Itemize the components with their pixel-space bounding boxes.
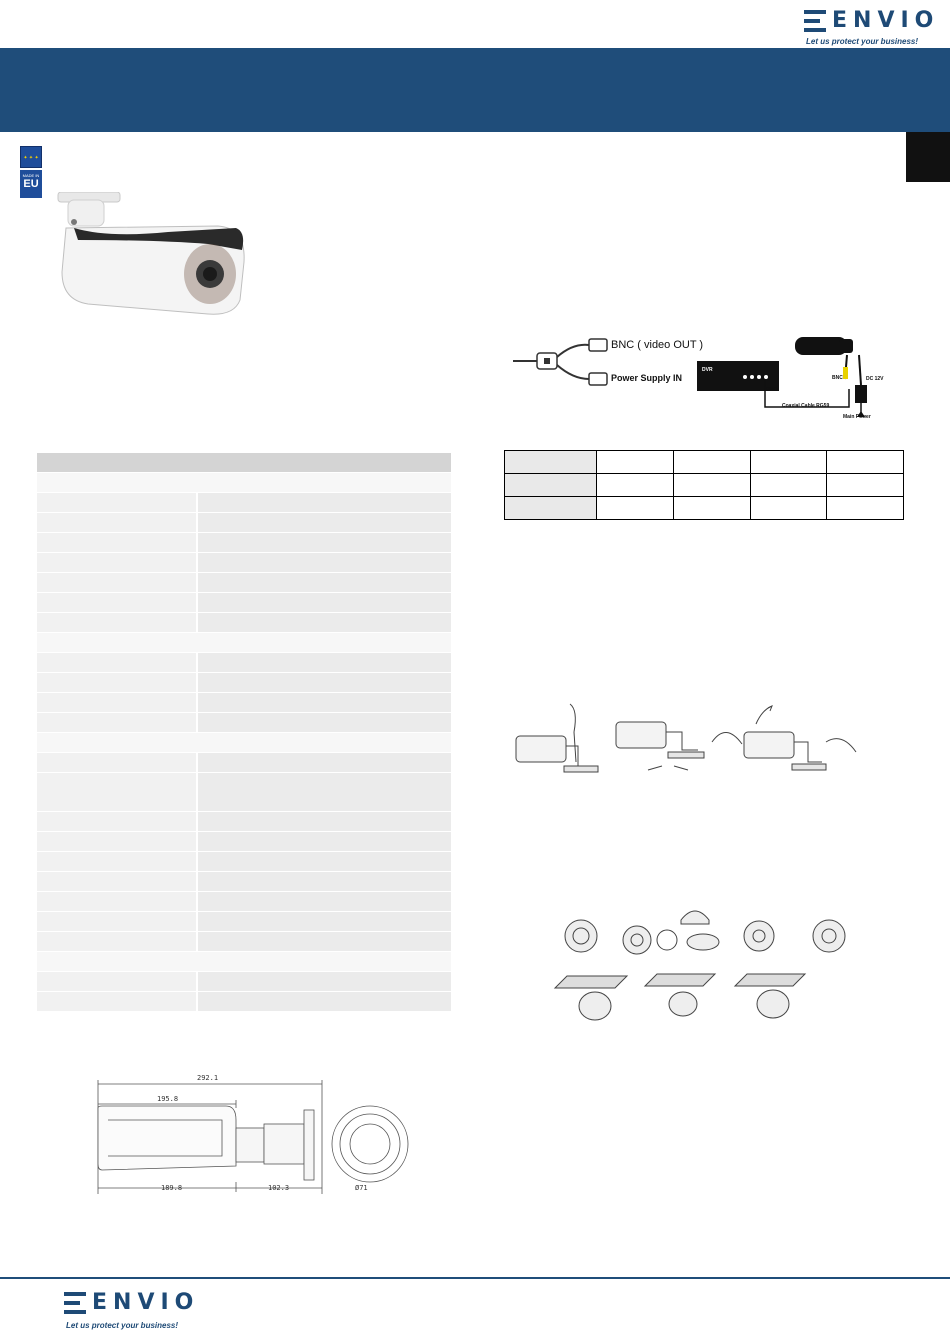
logo-wordmark: ENVIO <box>832 8 940 33</box>
spec-row <box>37 492 451 512</box>
spec-section-row <box>37 632 451 652</box>
made-in-eu-badge <box>20 146 42 198</box>
spec-row <box>37 971 451 991</box>
logo-mark-icon <box>804 10 826 32</box>
main-power-label: Main Power <box>843 414 871 420</box>
spec-section-row <box>37 472 451 492</box>
spec-section-row <box>37 732 451 752</box>
mounting-steps-illustration <box>545 902 865 1030</box>
spec-row <box>37 831 451 851</box>
eu-flag-icon: ✦ ✦ ✦ <box>20 146 42 168</box>
body-length-label: 195.8 <box>157 1095 179 1103</box>
spec-row <box>37 572 451 592</box>
spec-row <box>37 512 451 532</box>
grid-table-row <box>505 474 904 497</box>
spec-row <box>37 891 451 911</box>
dvr-label: DVR <box>702 367 713 373</box>
spec-row <box>37 811 451 831</box>
footer-logo-mark-icon <box>64 1292 86 1314</box>
power-supply-label: Power Supply IN <box>611 373 683 383</box>
spec-row <box>37 652 451 672</box>
overall-length-label: 292.1 <box>197 1074 219 1082</box>
dc-wire-label: DC 12V <box>866 376 884 382</box>
spec-row <box>37 672 451 692</box>
coaxial-cable-label: Coaxial Cable RG59 <box>782 403 830 409</box>
spec-section-row <box>37 951 451 971</box>
spec-table-header <box>37 453 451 472</box>
spec-row <box>37 752 451 772</box>
footer-logo-tagline: Let us protect your business! <box>66 1321 179 1330</box>
bnc-wire-label-2: BNC <box>766 387 777 393</box>
spec-row <box>37 911 451 931</box>
camera-product-image <box>48 192 248 322</box>
spec-row <box>37 931 451 951</box>
bracket-length-label: 102.3 <box>268 1184 290 1192</box>
grid-table-row <box>505 497 904 520</box>
header-banner <box>0 48 950 132</box>
footer-divider <box>0 1277 950 1279</box>
grid-table-row <box>505 451 904 474</box>
side-tab <box>906 132 950 182</box>
bnc-wire-label-1: BNC <box>832 375 843 381</box>
spec-row <box>37 851 451 871</box>
diameter-label: Ø71 <box>355 1184 368 1192</box>
bnc-label: BNC ( video OUT ) <box>611 339 704 351</box>
front-length-label: 189.8 <box>161 1184 183 1192</box>
spec-row <box>37 871 451 891</box>
spec-row <box>37 532 451 552</box>
dimension-drawing <box>94 1074 414 1196</box>
spec-row <box>37 712 451 732</box>
spec-row <box>37 991 451 1011</box>
logo-tagline: Let us protect your business! <box>806 37 919 46</box>
spec-row <box>37 692 451 712</box>
installation-steps-illustration <box>512 702 862 774</box>
made-in-eu-label: MADE IN EU <box>20 170 42 198</box>
spec-row <box>37 592 451 612</box>
spec-table <box>37 453 451 1012</box>
top-brand-logo <box>804 6 940 46</box>
cable-distance-table <box>504 450 904 520</box>
spec-row <box>37 772 451 811</box>
footer-brand-logo <box>64 1288 200 1332</box>
spec-row <box>37 612 451 632</box>
spec-row <box>37 552 451 572</box>
footer-logo-wordmark: ENVIO <box>92 1290 200 1315</box>
